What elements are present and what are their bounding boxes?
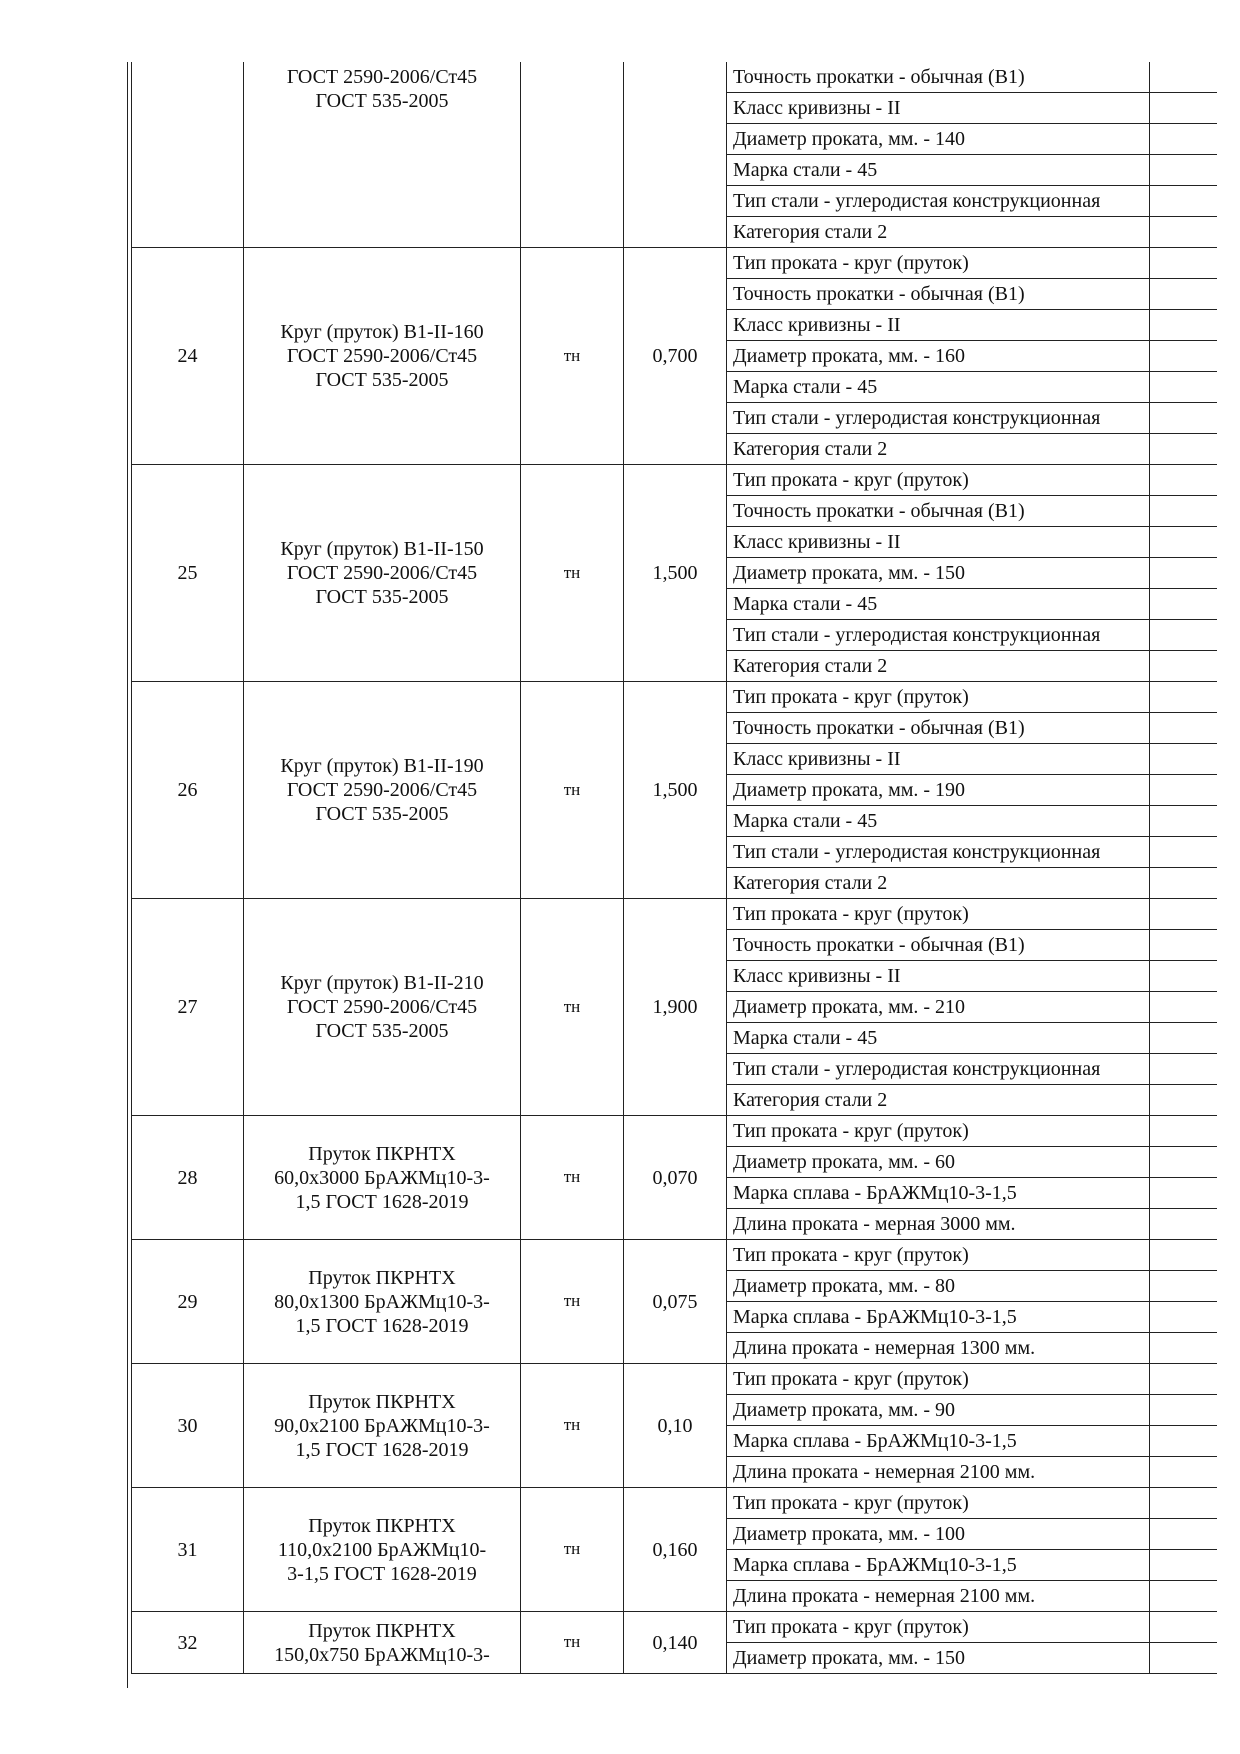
specification-table <box>131 62 1217 1674</box>
item-number: 27 <box>132 899 244 1116</box>
item-spec: Марка стали - 45 <box>727 1023 1150 1054</box>
spec-value-cell <box>1150 899 1217 930</box>
item-name-line: ГОСТ 535-2005 <box>315 586 449 608</box>
spec-value-cell <box>1150 1116 1217 1147</box>
item-number: 32 <box>132 1612 244 1674</box>
spec-value-cell <box>1150 124 1217 155</box>
item-number: 24 <box>132 248 244 465</box>
item-spec: Тип стали - углеродистая конструкционная <box>727 186 1150 217</box>
spec-value-cell <box>1150 558 1217 589</box>
spec-value-cell <box>1150 465 1217 496</box>
item-spec: Класс кривизны - II <box>727 527 1150 558</box>
item-name-line: ГОСТ 2590-2006/Ст45 <box>286 66 478 88</box>
item-quantity: 0,075 <box>624 1240 727 1364</box>
table-body <box>132 62 1217 1674</box>
item-spec: Категория стали 2 <box>727 651 1150 682</box>
item-spec: Точность прокатки - обычная (В1) <box>727 279 1150 310</box>
item-spec: Длина проката - немерная 2100 мм. <box>727 1457 1150 1488</box>
item-spec: Тип стали - углеродистая конструкционная <box>727 1054 1150 1085</box>
spec-value-cell <box>1150 1581 1217 1612</box>
item-number: 30 <box>132 1364 244 1488</box>
item-name <box>244 1364 521 1488</box>
item-spec: Тип проката - круг (пруток) <box>727 248 1150 279</box>
item-name-line: ГОСТ 2590-2006/Ст45 <box>286 345 478 367</box>
spec-value-cell <box>1150 1519 1217 1550</box>
item-spec: Тип проката - круг (пруток) <box>727 1116 1150 1147</box>
item-name-line: Пруток ПКРНТХ <box>308 1619 456 1642</box>
item-spec: Длина проката - немерная 1300 мм. <box>727 1333 1150 1364</box>
spec-value-cell <box>1150 217 1217 248</box>
item-name <box>244 1612 521 1674</box>
spec-value-cell <box>1150 1550 1217 1581</box>
item-number: 31 <box>132 1488 244 1612</box>
item-spec: Диаметр проката, мм. - 90 <box>727 1395 1150 1426</box>
item-name-line: ГОСТ 535-2005 <box>315 1020 449 1042</box>
spec-value-cell <box>1150 434 1217 465</box>
spec-value-cell <box>1150 248 1217 279</box>
item-name-line: ГОСТ 535-2005 <box>315 90 449 112</box>
item-name <box>244 465 521 682</box>
item-spec: Марка стали - 45 <box>727 806 1150 837</box>
spec-value-cell <box>1150 1364 1217 1395</box>
table-row <box>132 248 1217 279</box>
table-row <box>132 1612 1217 1643</box>
item-name <box>244 1116 521 1240</box>
spec-value-cell <box>1150 1612 1217 1643</box>
item-name <box>244 899 521 1116</box>
item-spec: Класс кривизны - II <box>727 310 1150 341</box>
item-spec: Точность прокатки - обычная (В1) <box>727 930 1150 961</box>
item-spec: Тип проката - круг (пруток) <box>727 899 1150 930</box>
item-spec: Тип проката - круг (пруток) <box>727 1612 1150 1643</box>
spec-value-cell <box>1150 775 1217 806</box>
item-spec: Тип проката - круг (пруток) <box>727 1364 1150 1395</box>
item-spec: Марка стали - 45 <box>727 372 1150 403</box>
table-row <box>132 1364 1217 1395</box>
item-unit: тн <box>521 682 624 899</box>
spec-value-cell <box>1150 1426 1217 1457</box>
item-name-line: ГОСТ 535-2005 <box>315 803 449 825</box>
item-spec: Диаметр проката, мм. - 100 <box>727 1519 1150 1550</box>
item-quantity: 0,700 <box>624 248 727 465</box>
item-name <box>244 248 521 465</box>
item-name-line: Пруток ПКРНТХ <box>308 1266 456 1289</box>
item-name <box>244 1240 521 1364</box>
item-unit: тн <box>521 1240 624 1364</box>
item-name <box>244 62 521 248</box>
item-name-line: ГОСТ 2590-2006/Ст45 <box>286 779 478 801</box>
spec-value-cell <box>1150 682 1217 713</box>
item-unit: тн <box>521 1612 624 1674</box>
spec-value-cell <box>1150 868 1217 899</box>
item-spec: Точность прокатки - обычная (В1) <box>727 62 1150 93</box>
table-row <box>132 1488 1217 1519</box>
item-spec: Диаметр проката, мм. - 140 <box>727 124 1150 155</box>
spec-value-cell <box>1150 527 1217 558</box>
item-number <box>132 62 244 248</box>
item-name <box>244 1488 521 1612</box>
spec-value-cell <box>1150 1147 1217 1178</box>
item-name-line: ГОСТ 535-2005 <box>315 369 449 391</box>
spec-value-cell <box>1150 1457 1217 1488</box>
spec-value-cell <box>1150 1085 1217 1116</box>
item-spec: Тип стали - углеродистая конструкционная <box>727 620 1150 651</box>
item-quantity: 0,140 <box>624 1612 727 1674</box>
item-spec: Диаметр проката, мм. - 150 <box>727 558 1150 589</box>
item-spec: Тип проката - круг (пруток) <box>727 465 1150 496</box>
spec-value-cell <box>1150 651 1217 682</box>
item-spec: Диаметр проката, мм. - 190 <box>727 775 1150 806</box>
item-spec: Марка сплава - БрАЖМц10-3-1,5 <box>727 1426 1150 1457</box>
item-name-line: 3-1,5 ГОСТ 1628-2019 <box>287 1562 477 1585</box>
spec-value-cell <box>1150 806 1217 837</box>
spec-value-cell <box>1150 1209 1217 1240</box>
item-name <box>244 682 521 899</box>
spec-value-cell <box>1150 1333 1217 1364</box>
item-name-line: 90,0х2100 БрАЖМц10-3- <box>274 1414 490 1437</box>
item-quantity: 1,500 <box>624 682 727 899</box>
item-quantity: 0,10 <box>624 1364 727 1488</box>
item-unit: тн <box>521 465 624 682</box>
item-name-line: ГОСТ 2590-2006/Ст45 <box>286 562 478 584</box>
spec-value-cell <box>1150 1178 1217 1209</box>
item-spec: Диаметр проката, мм. - 210 <box>727 992 1150 1023</box>
item-unit: тн <box>521 1488 624 1612</box>
item-unit: тн <box>521 899 624 1116</box>
item-spec: Марка сплава - БрАЖМц10-3-1,5 <box>727 1302 1150 1333</box>
item-name-line: Пруток ПКРНТХ <box>308 1514 456 1537</box>
item-name-line: Круг (пруток) В1-II-160 <box>280 321 484 343</box>
item-unit: тн <box>521 248 624 465</box>
spec-value-cell <box>1150 1054 1217 1085</box>
spec-value-cell <box>1150 961 1217 992</box>
item-quantity: 0,070 <box>624 1116 727 1240</box>
spec-value-cell <box>1150 186 1217 217</box>
spec-value-cell <box>1150 372 1217 403</box>
item-unit: тн <box>521 1116 624 1240</box>
item-spec: Тип стали - углеродистая конструкционная <box>727 837 1150 868</box>
item-name-line: 1,5 ГОСТ 1628-2019 <box>295 1314 469 1337</box>
item-quantity: 1,500 <box>624 465 727 682</box>
item-number: 25 <box>132 465 244 682</box>
item-name-line: Пруток ПКРНТХ <box>308 1390 456 1413</box>
table-row <box>132 1116 1217 1147</box>
item-unit <box>521 62 624 248</box>
spec-value-cell <box>1150 1395 1217 1426</box>
item-name-line: 110,0х2100 БрАЖМц10- <box>277 1538 487 1561</box>
table-row <box>132 465 1217 496</box>
table-left-border <box>127 62 128 1688</box>
spec-value-cell <box>1150 310 1217 341</box>
item-unit: тн <box>521 1364 624 1488</box>
item-name-line: Круг (пруток) В1-II-190 <box>280 755 484 777</box>
item-quantity: 1,900 <box>624 899 727 1116</box>
item-number: 28 <box>132 1116 244 1240</box>
item-spec: Длина проката - немерная 2100 мм. <box>727 1581 1150 1612</box>
spec-value-cell <box>1150 1240 1217 1271</box>
item-number: 29 <box>132 1240 244 1364</box>
spec-value-cell <box>1150 1023 1217 1054</box>
spec-value-cell <box>1150 1643 1217 1674</box>
item-spec: Категория стали 2 <box>727 217 1150 248</box>
item-spec: Класс кривизны - II <box>727 961 1150 992</box>
item-name-line: 60,0х3000 БрАЖМц10-3- <box>274 1166 490 1189</box>
item-name-line: 1,5 ГОСТ 1628-2019 <box>295 1190 469 1213</box>
item-spec: Диаметр проката, мм. - 60 <box>727 1147 1150 1178</box>
item-spec: Точность прокатки - обычная (В1) <box>727 713 1150 744</box>
item-quantity <box>624 62 727 248</box>
spec-value-cell <box>1150 837 1217 868</box>
item-spec: Тип проката - круг (пруток) <box>727 682 1150 713</box>
item-spec: Марка сплава - БрАЖМц10-3-1,5 <box>727 1550 1150 1581</box>
item-name-line: ГОСТ 2590-2006/Ст45 <box>286 996 478 1018</box>
table-row <box>132 1240 1217 1271</box>
item-name-line: Круг (пруток) В1-II-210 <box>280 972 484 994</box>
spec-value-cell <box>1150 992 1217 1023</box>
table-row <box>132 899 1217 930</box>
item-spec: Диаметр проката, мм. - 160 <box>727 341 1150 372</box>
spec-value-cell <box>1150 62 1217 93</box>
item-spec: Тип проката - круг (пруток) <box>727 1488 1150 1519</box>
spec-value-cell <box>1150 93 1217 124</box>
spec-value-cell <box>1150 341 1217 372</box>
item-spec: Точность прокатки - обычная (В1) <box>727 496 1150 527</box>
table-row <box>132 682 1217 713</box>
item-name-line: 80,0х1300 БрАЖМц10-3- <box>274 1290 490 1313</box>
item-spec: Тип стали - углеродистая конструкционная <box>727 403 1150 434</box>
item-spec: Марка стали - 45 <box>727 589 1150 620</box>
item-quantity: 0,160 <box>624 1488 727 1612</box>
item-spec: Категория стали 2 <box>727 868 1150 899</box>
spec-value-cell <box>1150 1488 1217 1519</box>
item-spec: Класс кривизны - II <box>727 744 1150 775</box>
spec-value-cell <box>1150 155 1217 186</box>
item-name-line: Круг (пруток) В1-II-150 <box>280 538 484 560</box>
spec-value-cell <box>1150 744 1217 775</box>
spec-value-cell <box>1150 1302 1217 1333</box>
spec-value-cell <box>1150 496 1217 527</box>
item-name-line: 150,0х750 БрАЖМц10-3- <box>274 1643 490 1666</box>
spec-value-cell <box>1150 930 1217 961</box>
spec-value-cell <box>1150 1271 1217 1302</box>
table-row <box>132 62 1217 93</box>
item-spec: Диаметр проката, мм. - 80 <box>727 1271 1150 1302</box>
item-spec: Марка сплава - БрАЖМц10-3-1,5 <box>727 1178 1150 1209</box>
item-spec: Диаметр проката, мм. - 150 <box>727 1643 1150 1674</box>
spec-value-cell <box>1150 589 1217 620</box>
item-name-line: 1,5 ГОСТ 1628-2019 <box>295 1438 469 1461</box>
item-spec: Категория стали 2 <box>727 434 1150 465</box>
item-spec: Марка стали - 45 <box>727 155 1150 186</box>
spec-value-cell <box>1150 713 1217 744</box>
item-spec: Тип проката - круг (пруток) <box>727 1240 1150 1271</box>
spec-value-cell <box>1150 403 1217 434</box>
item-spec: Класс кривизны - II <box>727 93 1150 124</box>
spec-value-cell <box>1150 620 1217 651</box>
item-spec: Категория стали 2 <box>727 1085 1150 1116</box>
item-name-line: Пруток ПКРНТХ <box>308 1142 456 1165</box>
item-spec: Длина проката - мерная 3000 мм. <box>727 1209 1150 1240</box>
spec-value-cell <box>1150 279 1217 310</box>
item-number: 26 <box>132 682 244 899</box>
